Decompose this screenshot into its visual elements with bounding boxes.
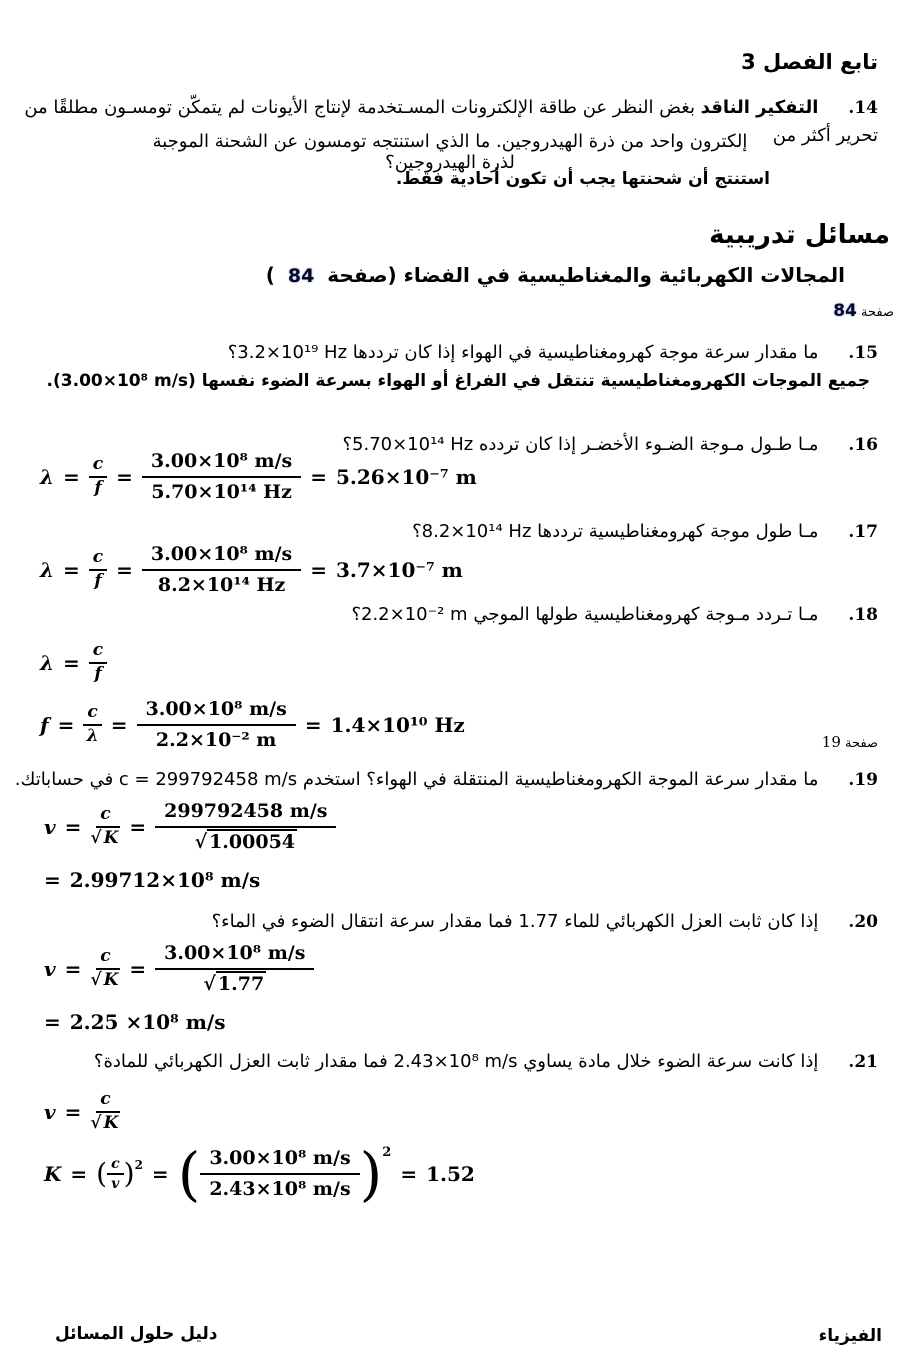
value-numerator: 3.00×10⁸ m/s: [200, 1147, 359, 1175]
section-title-text: المجالات الكهربائية والمغناطيسية في الفضاء (صفحة: [320, 263, 845, 287]
problem-17-number: 17.: [848, 522, 878, 542]
problem-14-lead: التفكير الناقد: [700, 97, 819, 118]
problem-14-text-line2: إلكترون واحد من ذرة الهيدروجين. ما الذي استنتجه تومسون عن الشحنة الموجبة لذرة الهيدروجين؟: [152, 131, 748, 173]
equals-sign: =: [64, 956, 82, 981]
equals-sign: =: [57, 712, 75, 737]
sqrt-sign: √: [90, 969, 102, 990]
lambda-symbol: λ: [40, 557, 55, 582]
footer-manual-title: دليل حلول المسائل: [55, 1324, 218, 1344]
equals-sign: =: [110, 712, 128, 737]
equals-sign: =: [64, 814, 82, 839]
radicand-K: K: [103, 1112, 119, 1133]
equals-sign: =: [64, 1099, 82, 1124]
value-denominator: 8.2×10¹⁴ Hz: [157, 573, 286, 596]
value-denominator: 2.2×10⁻² m: [155, 728, 277, 751]
problem-18-formula-1: [40, 641, 107, 684]
problem-20-solution: [44, 942, 314, 1034]
equals-sign: =: [151, 1161, 169, 1186]
problem-15-number: 15.: [848, 343, 878, 363]
problem-15-row: [14, 339, 878, 367]
problem-15-text: ما مقدار سرعة موجة كهرومغناطيسية في الهواء إذا كان ترددها ⁦3.2×10¹⁹ Hz⁩؟: [227, 342, 819, 363]
problem-16-number: 16.: [848, 435, 878, 455]
problem-21-formula-1: [44, 1090, 120, 1133]
value-numerator: 3.00×10⁸ m/s: [155, 942, 314, 970]
equals-sign: =: [63, 557, 80, 582]
c-over-f-fraction: [89, 455, 107, 498]
problem-20-result-line: [44, 1010, 225, 1034]
value-fraction: [142, 450, 301, 504]
equals-sign: =: [116, 464, 133, 489]
value-fraction: [155, 942, 314, 996]
page-ref-19-label: صفحة: [840, 736, 878, 751]
page-ref-84-number: 84: [833, 301, 857, 321]
problem-19-row: [14, 766, 878, 794]
equals-sign: =: [63, 650, 80, 675]
fraction-numerator-c: c: [89, 548, 107, 571]
problem-19-number: 19.: [848, 770, 878, 790]
problem-19-result-line: [44, 868, 260, 892]
page-ref-84-label: صفحة: [856, 305, 894, 320]
sqrt-value: [195, 828, 297, 854]
problem-21-number: 21.: [848, 1052, 878, 1072]
fraction-numerator-c: c: [96, 947, 114, 970]
c-over-f-fraction: [89, 641, 107, 684]
problem-18-text: مـا تـردد مـوجة كهرومغناطيسية طولها الموجي ⁦2.2×10⁻² m⁩؟: [351, 604, 819, 625]
fraction-numerator-c: c: [96, 1090, 114, 1113]
section-title-close-paren: ): [265, 263, 282, 287]
sqrt-K: [90, 828, 120, 849]
problem-17-row: [14, 518, 878, 546]
result-value: 3.7×10⁻⁷ m: [336, 557, 463, 582]
fraction-denominator-v: v: [111, 1175, 120, 1192]
problem-19-solution: [44, 800, 336, 892]
chapter-header: تابع الفصل 3: [741, 50, 878, 74]
sqrt-sign: √: [203, 972, 216, 995]
radicand-value: 1.00054: [209, 830, 296, 853]
equals-sign: =: [310, 464, 327, 489]
radicand-K: K: [103, 969, 119, 990]
problem-18-row: [14, 601, 878, 629]
K-symbol: K: [44, 1161, 62, 1186]
problem-14-answer: استنتج أن شحنتها يجب أن تكون أحادية فقط.: [395, 169, 770, 189]
sqrt-K: [90, 970, 120, 991]
fraction-numerator-c: c: [107, 1156, 124, 1175]
c-over-f-fraction: [89, 548, 107, 591]
sqrt-sign: √: [194, 830, 208, 853]
sqrt-sign: √: [90, 1112, 102, 1133]
f-symbol: f: [40, 712, 49, 737]
value-numerator: 3.00×10⁸ m/s: [137, 698, 296, 726]
radicand-value: 1.77: [217, 972, 265, 995]
equals-sign: =: [116, 557, 133, 582]
problem-21-row: [14, 1048, 878, 1076]
practice-problems-title: مسائل تدريبية: [709, 220, 890, 250]
fraction-numerator-c: c: [89, 641, 107, 664]
sqrt-sign: √: [90, 827, 102, 848]
value-fraction: [200, 1147, 359, 1201]
sqrt-K: [90, 1113, 120, 1134]
v-symbol: v: [44, 814, 56, 839]
value-fraction-squared: ( $\frac{\text{3.00×10⁸ m/s}}{\text{2.43×10⁸ m/s}}$ ) $^2$: [177, 1139, 392, 1208]
fraction-denominator-f: f: [94, 570, 102, 591]
problem-16-text: مـا طـول مـوجة الضـوء الأخضـر إذا كان تردده ⁦5.70×10¹⁴ Hz⁩؟: [342, 434, 819, 455]
fraction-denominator-f: f: [94, 477, 102, 498]
value-fraction: [155, 800, 336, 854]
result-value: 2.25 ×10⁸ m/s: [69, 1009, 226, 1034]
value-fraction: [137, 698, 296, 752]
fraction-denominator-lambda: λ: [86, 725, 99, 746]
problem-14-number: 14.: [848, 98, 878, 118]
c-over-sqrtK-fraction: [90, 1090, 120, 1133]
v-symbol: v: [44, 956, 56, 981]
equals-sign: =: [44, 867, 61, 892]
value-denominator: 2.43×10⁸ m/s: [209, 1177, 351, 1200]
result-value: 1.4×10¹⁰ Hz: [330, 712, 465, 737]
problem-19-formula: [44, 800, 336, 854]
c-over-sqrtK-fraction: [90, 947, 120, 990]
exponent-2: 2: [382, 1145, 392, 1161]
value-fraction: [142, 543, 301, 597]
problem-18-number: 18.: [848, 605, 878, 625]
equals-sign: =: [44, 1009, 61, 1034]
problem-19-text: ما مقدار سرعة الموجة الكهرومغناطيسية المنتقلة في الهواء؟ استخدم ⁦c = 299792458 m/s⁩ في حساباتك.: [14, 769, 819, 790]
problem-15-answer: جميع الموجات الكهرومغناطيسية تنتقل في الفراغ أو الهواء بسرعة الضوء نفسها (⁦3.00×10⁸ m/s⁩).: [46, 371, 870, 391]
result-value: 2.99712×10⁸ m/s: [69, 867, 261, 892]
fraction-numerator-c: c: [96, 805, 114, 828]
fraction-numerator-c: c: [83, 703, 101, 726]
equals-sign: =: [70, 1161, 88, 1186]
problem-21-formula-2: [44, 1139, 475, 1208]
problem-20-number: 20.: [848, 912, 878, 932]
result-value: 5.26×10⁻⁷ m: [336, 464, 477, 489]
page-ref-19: [822, 733, 878, 751]
c-over-v-squared: ( $\frac{c}{v}$ ) $^2$: [96, 1155, 143, 1192]
value-denominator: 5.70×10¹⁴ Hz: [151, 480, 292, 503]
lambda-symbol: λ: [40, 464, 55, 489]
c-over-lambda-fraction: [83, 703, 101, 746]
value-numerator: 3.00×10⁸ m/s: [142, 450, 301, 478]
problem-17-text: مـا طول موجة كهرومغناطيسية ترددها ⁦8.2×10¹⁴ Hz⁩؟: [412, 521, 819, 542]
problem-20-row: [14, 908, 878, 936]
problem-20-formula: [44, 942, 314, 996]
fraction-numerator-c: c: [89, 455, 107, 478]
section-title: [266, 263, 845, 287]
footer-subject-title: الفيزياء: [818, 1326, 882, 1346]
fraction-denominator-f: f: [94, 663, 102, 684]
equals-sign: =: [63, 464, 80, 489]
problem-20-text: إذا كان ثابت العزل الكهربائي للماء ⁦1.77⁩ فما مقدار سرعة انتقال الضوء في الماء؟: [211, 911, 819, 932]
problem-18-formula-2: [40, 698, 465, 752]
sqrt-value: [203, 970, 266, 996]
exponent-2: 2: [134, 1157, 143, 1172]
result-value: 1.52: [426, 1161, 475, 1186]
problem-21-solution: [44, 1089, 475, 1208]
c-over-v-fraction: [107, 1156, 124, 1192]
problem-14-text-line1: بغض النظر عن طاقة الإلكترونات المسـتخدمة لإنتاج الأيونات لم يتمكّن تومسـون مطلقًا من تحرير أكثر من: [24, 97, 878, 146]
equals-sign: =: [304, 712, 322, 737]
value-numerator: 299792458 m/s: [155, 800, 336, 828]
c-over-sqrtK-fraction: [90, 805, 120, 848]
equals-sign: =: [310, 557, 327, 582]
value-numerator: 3.00×10⁸ m/s: [142, 543, 301, 571]
radicand-K: K: [103, 827, 119, 848]
v-symbol: v: [44, 1099, 56, 1124]
equals-sign: =: [400, 1161, 418, 1186]
page-ref-19-number: 19: [821, 733, 841, 751]
equals-sign: =: [129, 956, 147, 981]
problem-21-text: إذا كانت سرعة الضوء خلال مادة يساوي ⁦2.43×10⁸ m/s⁩ فما مقدار ثابت العزل الكهربائي للمادة؟: [93, 1051, 819, 1072]
lambda-symbol: λ: [40, 650, 55, 675]
section-title-page-number: 84: [287, 265, 315, 287]
problem-18-solution: [40, 641, 465, 752]
page-ref-84: [833, 301, 894, 321]
problem-16-solution-formula: [40, 450, 477, 504]
equals-sign: =: [129, 814, 147, 839]
problem-17-solution-formula: [40, 543, 463, 597]
